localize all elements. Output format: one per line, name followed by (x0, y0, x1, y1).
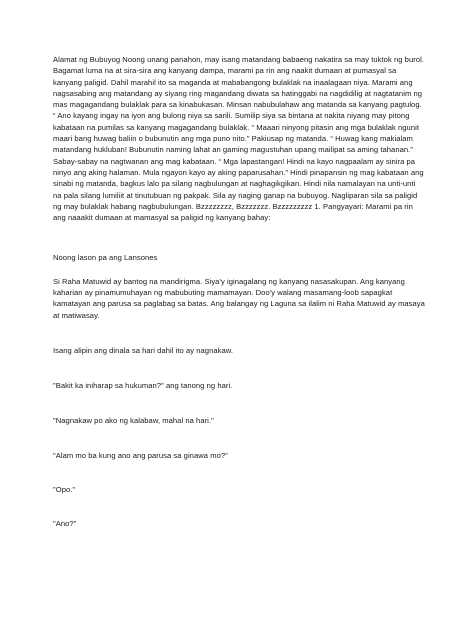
dialogue-line: "Alam mo ba kung ano ang parusa sa ginawa mo?" (53, 450, 228, 460)
dialogue-line: "Opo." (53, 485, 76, 495)
document-page (53, 54, 425, 530)
dialogue-line: Isang alipin ang dinala sa hari dahil ito ay nagnakaw. (53, 345, 234, 355)
story-title-lansones: Noong lason pa ang Lansones (53, 253, 158, 263)
dialogue-line: "Bakit ka iniharap sa hukuman?" ang tanong ng hari. (53, 381, 233, 391)
story-paragraph-bubuyog: Alamat ng Bubuyog Noong unang panahon, may isang matandang babaeng nakatira sa may tuktok ng burol. Bagamat luma na at sira-sira ang kanyang dampa, marami pa rin ang naakit dumaan at pumasyal sa kanyang paligid. Dahil marahil ito sa maganda at mababangong bulaklak na inaalagaan niya. Marami ang nagsasabing ang matandang ay siyang ring magandang diwata sa hatinggabi na nagdidilig at nagtatanim ng mas magagandang bulaklak para sa kinabukasan. Minsan nabubulahaw ang matanda sa kanyang pagtulog. “ Ano kayang ingay na iyon ang bulong niya sa sarili. Sumilip siya sa bintana at nakita niyang may pitong kabataan na pumilas sa kanyang magagandang bulaklak. “ Maaari ninyong pitasin ang mga bulaklak ngunit maari bang huwag baliin o bubunutin ang mga puno nito.” Pakiusap ng matanda. “ Huwag kang makialam matandang hukluban! Bubunutin naming lahat an gaming magustuhan upang mailipat sa aming tahanan.” Sabay-sabay na nagtwanan ang mag kabataan. “ Mga lapastangan! Hindi na kayo nagpaalam ay sinira pa ninyo ang aking halaman. Mula ngayon kayo ay aking paparusahan.” Hindi pinapansin ng mag kabataan ang sinabi ng matanda, bagkus lalo pa silang nagbulungan at naghagikgikan. Hindi nila namalayan na unti-unti na pala silang lumiliit at tinutubuan ng pakpak. Sila ay naging ganap na bubuyog. Nagliparan sila sa paligid ng may bulaklak habang nagbubulungan. Bzzzzzzzz, Bzzzzzzz. Bzzzzzzzzz 1. Pangyayari: Marami pa rin ang naaakit dumaan at mamasyal sa paligid ng kanyang bahay: (53, 55, 424, 223)
story-paragraph-raha-matuwid: Si Raha Matuwid ay bantog na mandirigma. Siya'y iginagalang ng kanyang nasasakupan. Ang kanyang kaharian ay pinamumuhayan ng mabubuting mamamayan. Doo'y walang masamang-loob sapagkat kamatayan ang parusa sa paglabag sa batas. Ang balangay ng Laguna sa ilalim ni Raha Matuwid ay masaya at matiwasay. (53, 276, 425, 320)
dialogue-line: "Nagnakaw po ako ng kalabaw, mahal na hari." (53, 415, 214, 425)
dialogue-line: "Ano?" (53, 519, 77, 529)
